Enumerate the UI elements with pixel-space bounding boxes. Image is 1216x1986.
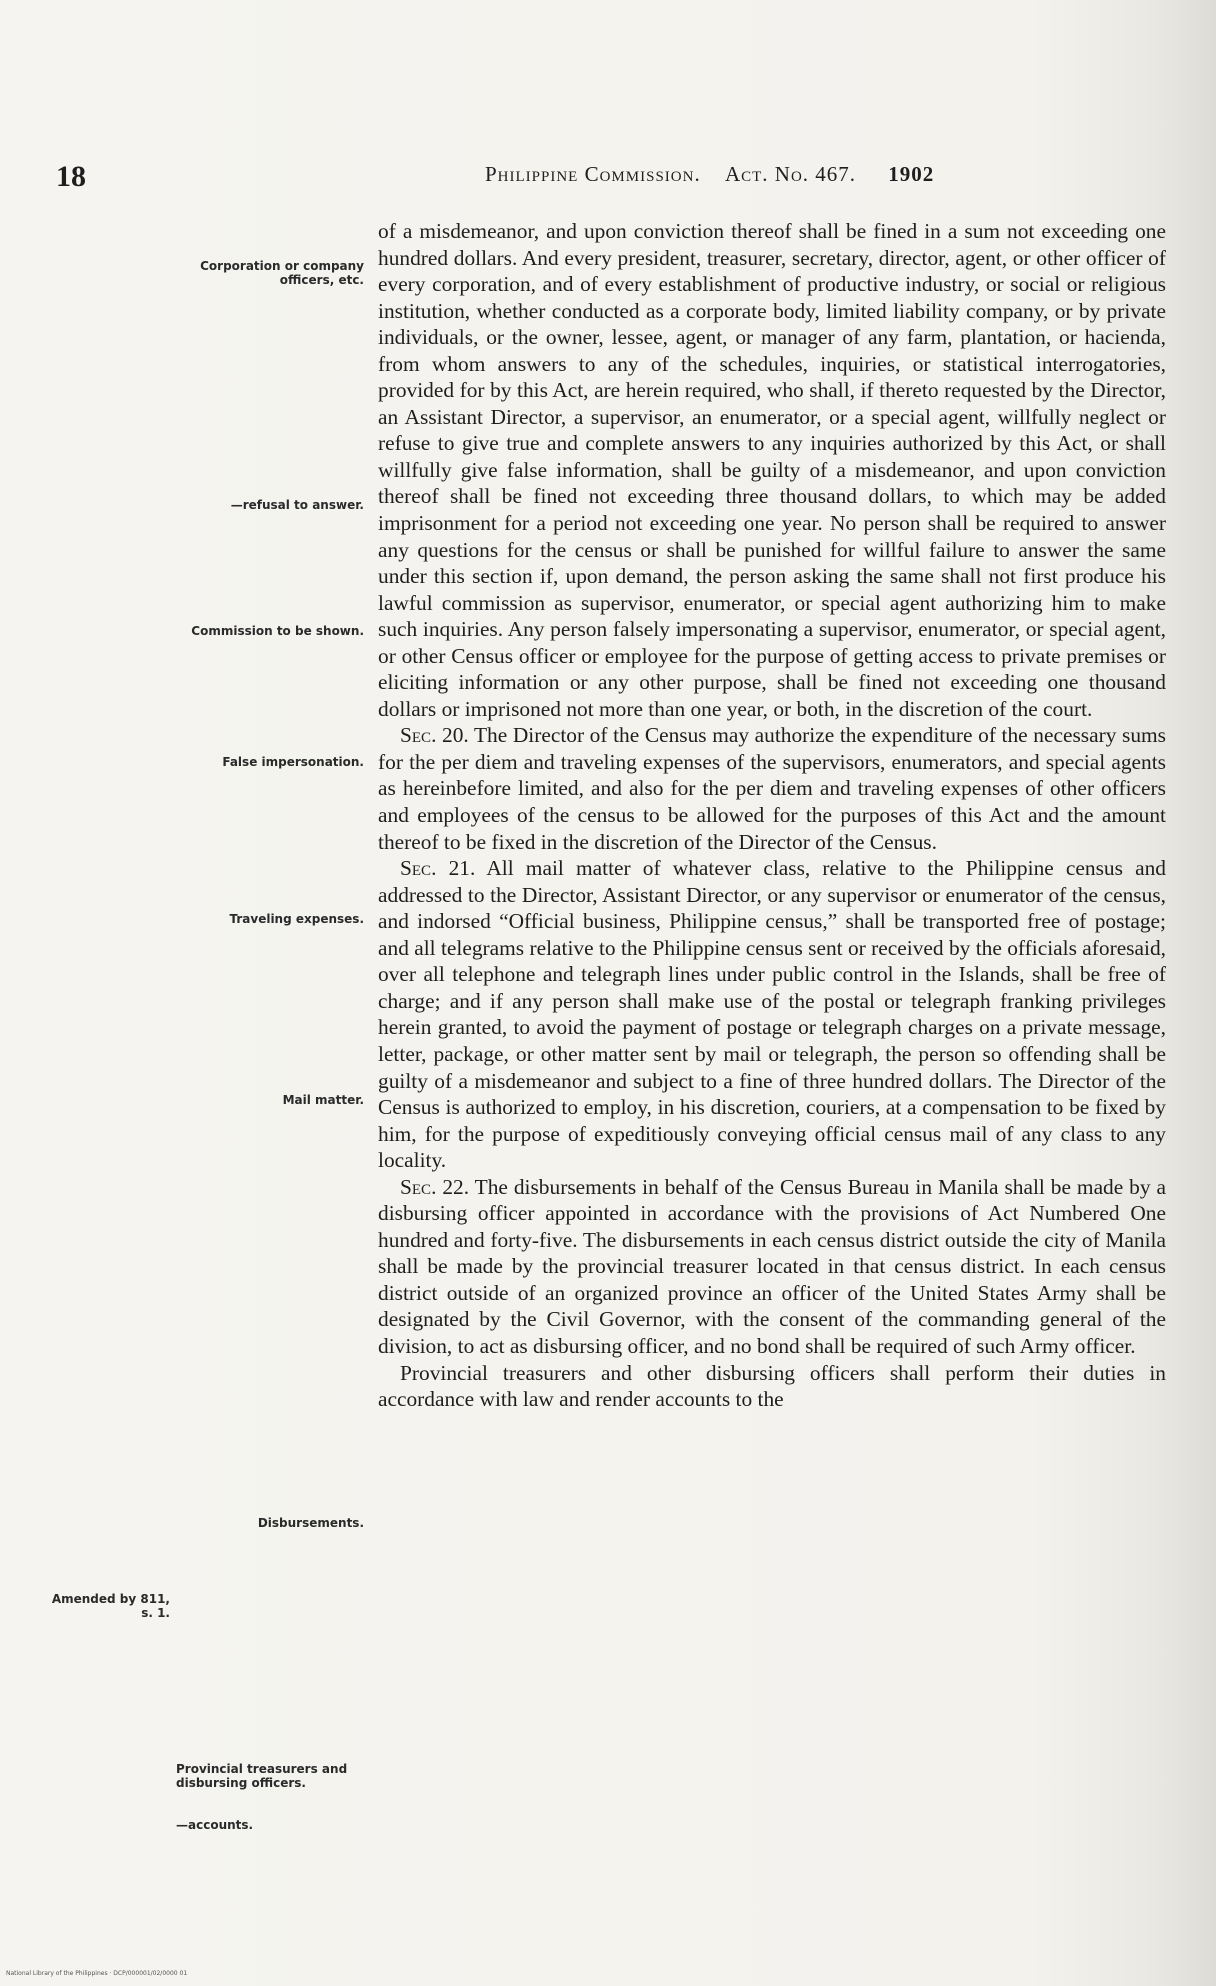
margin-note-traveling-expenses: Traveling expenses. [229,912,364,926]
running-head-year: 1902 [888,162,935,186]
margin-note-disbursements: Disbursements. [257,1516,364,1530]
section-22 [378,1174,1166,1360]
running-head [485,162,934,187]
body-text [378,218,1166,1413]
scan-footer: National Library of the Philippines · DCP/000001/02/0000 01 [6,1970,188,1977]
section-21 [378,855,1166,1174]
section-label: Sec. 20. [400,723,469,748]
margin-note-provincial-treasurers: Provincial treasurers and disbursing officers. [176,1762,348,1790]
running-head-act: Act. No. 467. [724,162,857,186]
margin-note-false-impersonation: False impersonation. [222,755,364,769]
margin-note-commission: Commission to be shown. [191,624,364,638]
section-text: The disbursements in behalf of the Census Bureau in Manila shall be made by a disbursing officer appointed in accordance with the provisions of Act Numbered One hundred and forty-five. The disbursements in each census district outside the city of Manila shall be made by the provincial treasurer located in that census district. In each census district outside of an organized province an officer of the United States Army shall be designated by the Civil Governor, with the consent of the commanding general of the division, to act as disbursing officer, and no bond shall be required of such Army officer. [378,1174,1167,1358]
section-20 [378,722,1166,855]
section-text: The Director of the Census may authorize the expenditure of the necessary sums for the per diem and traveling expenses of the supervisors, enumerators, and special agents as hereinbefore limited, and also for the per diem and traveling expenses of other officers and employees of the census to be allowed for the purposes of this Act and the amount thereof to be fixed in the discretion of the Director of the Census. [378,723,1166,854]
section-text: All mail matter of whatever class, relative to the Philippine census and addressed to the Director, Assistant Director, or any supervisor or enumerator of the census, and indorsed “Official business, Philippine census,” shall be transported free of postage; and all telegrams relative to the Philippine census sent or received by the officials aforesaid, over all telephone and telegraph lines under public control in the Islands, shall be free of charge; and if any person shall make use of the postal or telegraph franking privileges herein granted, to avoid the payment of postage or telegraph charges on a private message, letter, package, or other matter sent by mail or telegraph, the person so offending shall be guilty of a misdemeanor and subject to a fine of three hundred dollars. The Director of the Census is authorized to employ, in his discretion, couriers, at a compensation to be fixed by him, for the purpose of expeditiously conveying official census mail of any class to any locality. [378,856,1166,1173]
paragraph: of a misdemeanor, and upon conviction thereof shall be fined in a sum not exceeding one hundred dollars. And every president, treasurer, secretary, director, agent, or other officer of every corporation, and of every establishment of productive industry, or social or religious institution, whether conducted as a corporate body, limited liability company, or by private individuals, or the owner, lessee, agent, or manager of any farm, plantation, or hacienda, from whom answers to any of the schedules, inquiries, or statistical interrogatories, provided for by this Act, are herein required, who shall, if thereto requested by the Director, an Assistant Director, a supervisor, an enumerator, or a special agent, willfully neglect or refuse to give true and complete answers to any inquiries authorized by this Act, or shall willfully give false information, shall be guilty of a misdemeanor, and upon conviction thereof shall be fined not exceeding three thousand dollars, to which may be added imprisonment for a period not exceeding one year. No person shall be required to answer any questions for the census or shall be punished for willful failure to answer the same under this section if, upon demand, the person asking the same shall not first produce his lawful commission as supervisor, enumerator, or special agent authorizing him to make such inquiries. Any person falsely impersonating a supervisor, enumerator, or special agent, or other Census officer or employee for the purpose of getting access to private premises or eliciting information or any other purpose, shall be fined not exceeding one thousand dollars or imprisoned not more than one year, or both, in the discretion of the court. [378,219,1166,721]
margin-note-amended: Amended by 811, s. 1. [51,1592,170,1620]
section-label: Sec. 22. [400,1174,470,1199]
page-number: 18 [56,160,86,193]
margin-note-mail-matter: Mail matter. [282,1093,364,1107]
margin-note-refusal: —refusal to answer. [230,498,364,512]
section-label: Sec. 21. [400,856,476,881]
margin-note-corporation: Corporation or company officers, etc. [200,259,364,287]
margin-note-accounts: —accounts. [176,1818,254,1832]
paragraph: Provincial treasurers and other disbursing officers shall perform their duties in accordance with law and render accounts to the [378,1360,1166,1412]
running-head-title: Philippine Commission. [485,162,701,186]
